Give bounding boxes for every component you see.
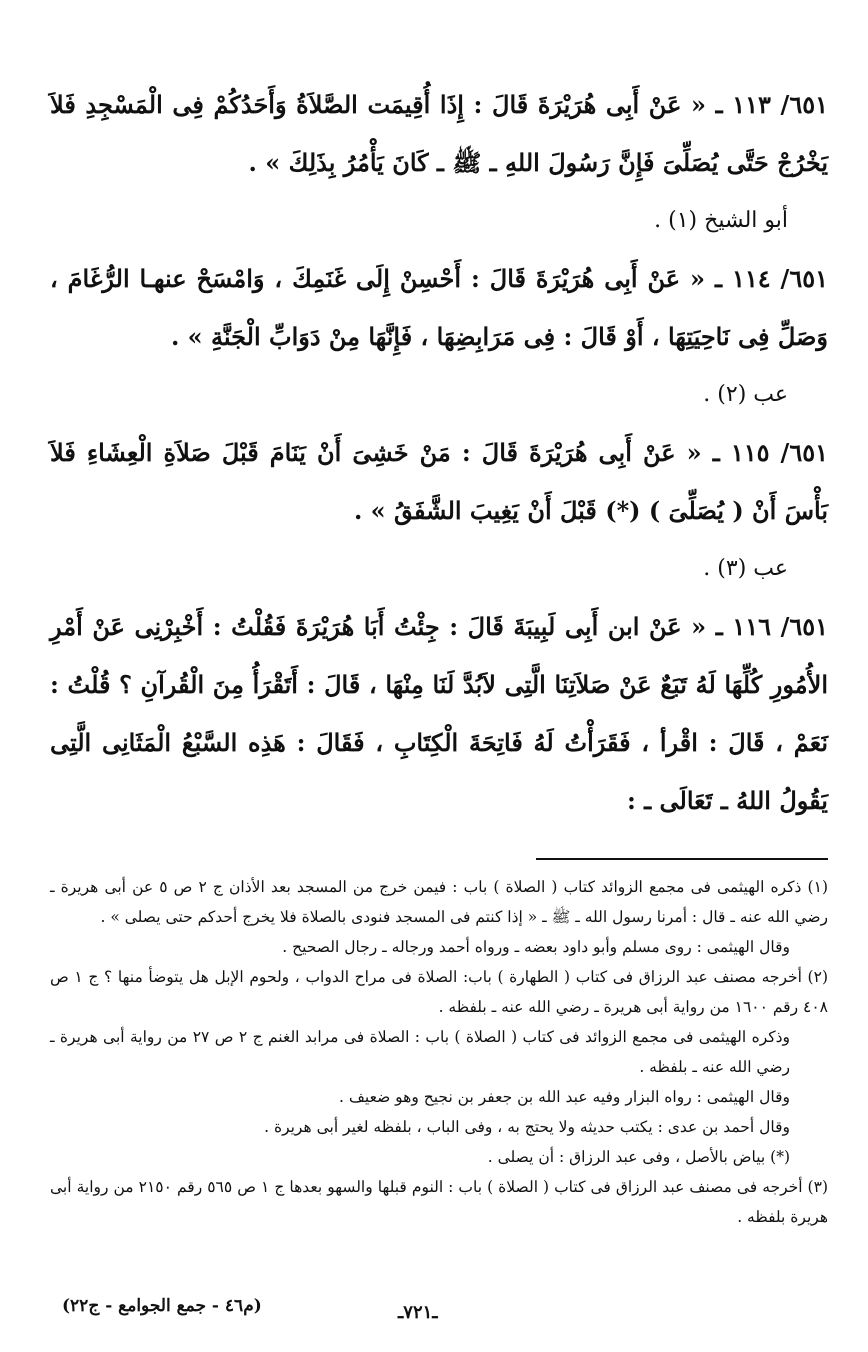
footnote-divider (536, 858, 828, 860)
footnotes (50, 872, 828, 1232)
footnote-1: (١) ذكره الهيثمى فى مجمع الزوائد كتاب ( الصلاة ) باب : فيمن خرج من المسجد بعد الأذان ج ٢ ص ٥ عن أبى هريرة ـ رضي الله عنه ـ قال : أمرنا رسول الله ـ ﷺ ـ « إذا كنتم فى المسجد فنودى بالصلاة فلا يخرج أحدكم حتى يصلى » . (50, 878, 828, 926)
page-number: ـ٧٢١ـ (398, 1302, 438, 1323)
footnote-2: (٢) أخرجه مصنف عبد الرزاق فى كتاب ( الطهارة ) باب: الصلاة فى مراح الدواب ، ولحوم الإبل هل يتوضأ منها ؟ ج ١ ص ٤٠٨ رقم ١٦٠٠ من رواية أبى هريرة ـ رضي الله عنه ـ بلفظه . (50, 968, 828, 1016)
main-text (50, 76, 828, 830)
hadith-114-source: عب (٢) . (703, 382, 788, 407)
footnote-asterisk: (*) بياض بالأصل ، وفى عبد الرزاق : أن يصلى . (487, 1148, 790, 1166)
signature-mark: (م٤٦ - جمع الجوامع - ج٢٢) (62, 1296, 262, 1316)
footnote-1-cont: وقال الهيثمى : روى مسلم وأبو داود بعضه ـ ورواه أحمد ورجاله ـ رجال الصحيح . (282, 938, 790, 956)
footnote-2-cont-a: وذكره الهيثمى فى مجمع الزوائد فى كتاب ( الصلاة ) باب : الصلاة فى مرابد الغنم ج ٢ ص ٢٧ من رواية أبى هريرة ـ رضي الله عنه ـ بلفظه . (50, 1028, 791, 1076)
hadith-114: ٦٥١/ ١١٤ ـ « عَنْ أَبِى هُرَيْرَةَ قَالَ : أَحْسِنْ إِلَى غَنَمِكَ ، وَامْسَحْ عنهـا الرُّغَامَ ، وَصَلِّ فِى نَاحِيَتِهَا ، أَوْ قَالَ : فِى مَرَابِضِهَا ، فَإِنَّهَا مِنْ دَوَابِّ الْجَنَّةِ » . (50, 264, 828, 351)
hadith-113-source: أبو الشيخ (١) . (654, 208, 788, 233)
footnote-2-cont-c: وقال أحمد بن عدى : يكتب حديثه ولا يحتج به ، وفى الباب ، بلفظه لغير أبى هريرة . (264, 1118, 790, 1136)
footnote-3: (٣) أخرجه فى مصنف عبد الرزاق فى كتاب ( الصلاة ) باب : النوم قبلها والسهو بعدها ج ١ ص ٥٦٥ رقم ٢١٥٠ من رواية أبى هريرة بلفظه . (50, 1178, 828, 1226)
hadith-115: ٦٥١/ ١١٥ ـ « عَنْ أَبِى هُرَيْرَةَ قَالَ : مَنْ خَشِىَ أَنْ يَنَامَ قَبْلَ صَلاَةِ الْعِشَاءِ فَلاَ بَأْسَ أَنْ ( يُصَلِّىَ ) (*) قَبْلَ أَنْ يَغِيبَ الشَّفَقُ » . (50, 438, 828, 525)
hadith-116: ٦٥١/ ١١٦ ـ « عَنْ ابن أَبِى لَبِيبَةَ قَالَ : جِئْتُ أَبَا هُرَيْرَةَ فَقُلْتُ : أَخْبِرْنِى عَنْ أَمْرِ الأُمُورِ كُلِّهَا لَهُ تَبَعٌ عَنْ صَلاَتِنَا الَّتِى لاَبُدَّ لَنَا مِنْهَا ، قَالَ : أَتَقْرَأُ مِنَ الْقُرآنِ ؟ قُلْتُ : نَعَمْ ، قَالَ : اقْرأ ، فَقَرَأْتُ لَهُ فَاتِحَةَ الْكِتَابِ ، فَقَالَ : هَذِه السَّبْعُ الْمَثَانِى الَّتِى يَقُولُ اللهُ ـ تَعَالَى ـ : (50, 612, 829, 815)
page-footer (0, 1296, 868, 1336)
hadith-113: ٦٥١/ ١١٣ ـ « عَنْ أَبِى هُرَيْرَةَ قَالَ : إِذَا أُقِيمَت الصَّلاَةُ وَأَحَدُكُمْ فِى الْمَسْجِدِ فَلاَ يَخْرُجْ حَتَّى يُصَلِّىَ فَإِنَّ رَسُولَ اللهِ ـ ﷺ ـ كَانَ يَأْمُرُ بِذَلِكَ » . (50, 90, 828, 177)
footnote-2-cont-b: وقال الهيثمى : رواه البزار وفيه عبد الله بن جعفر بن نجيح وهو ضعيف . (339, 1088, 790, 1106)
hadith-115-source: عب (٣) . (703, 556, 788, 581)
